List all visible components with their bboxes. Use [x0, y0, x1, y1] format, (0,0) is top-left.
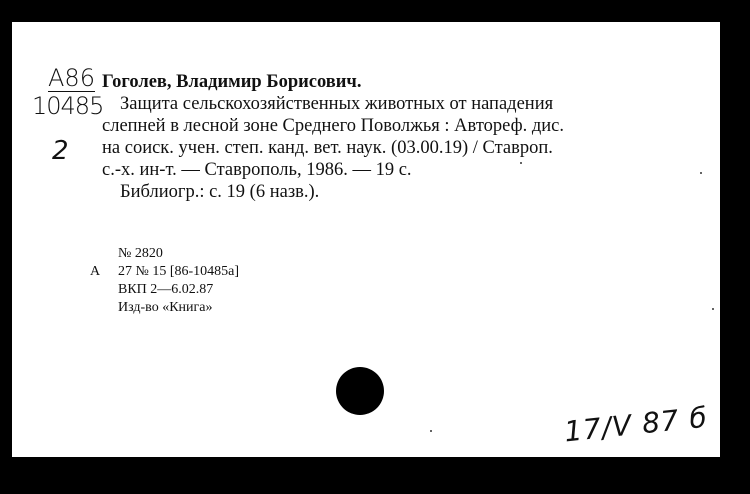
scan-speck	[700, 172, 702, 174]
shelfmark-line3: 2	[52, 136, 69, 166]
register-line2: 27 № 15 [86-10485а]	[118, 264, 240, 279]
punch-hole	[336, 367, 384, 415]
title-line-2: слепней в лесной зоне Среднего Поволжья : Автореф. дис.	[102, 116, 564, 136]
scan-speck	[712, 308, 714, 310]
publisher-line: Изд-во «Книга»	[118, 300, 213, 315]
register-line3: ВКП 2—6.02.87	[118, 282, 214, 297]
scan-speck	[430, 430, 432, 432]
bibliography-note: Библиогр.: с. 19 (6 назв.).	[120, 182, 320, 202]
register-prefix: А	[90, 264, 101, 279]
title-line-1: Защита сельскохозяйственных животных от нападения	[120, 94, 554, 114]
register-number: № 2820	[118, 246, 163, 261]
catalog-card	[12, 22, 720, 457]
author-heading: Гоголев, Владимир Борисович.	[102, 72, 362, 92]
handwritten-date: 17/V 87 б	[562, 400, 710, 449]
shelfmark-line2: 10485	[32, 92, 104, 120]
scan-speck	[520, 162, 522, 164]
title-line-3: на соиск. учен. степ. канд. вет. наук. (03.00.19) / Ставроп.	[102, 138, 553, 158]
title-line-4: с.-х. ин-т. — Ставрополь, 1986. — 19 с.	[102, 160, 412, 180]
shelfmark-line1: A86	[48, 64, 95, 92]
